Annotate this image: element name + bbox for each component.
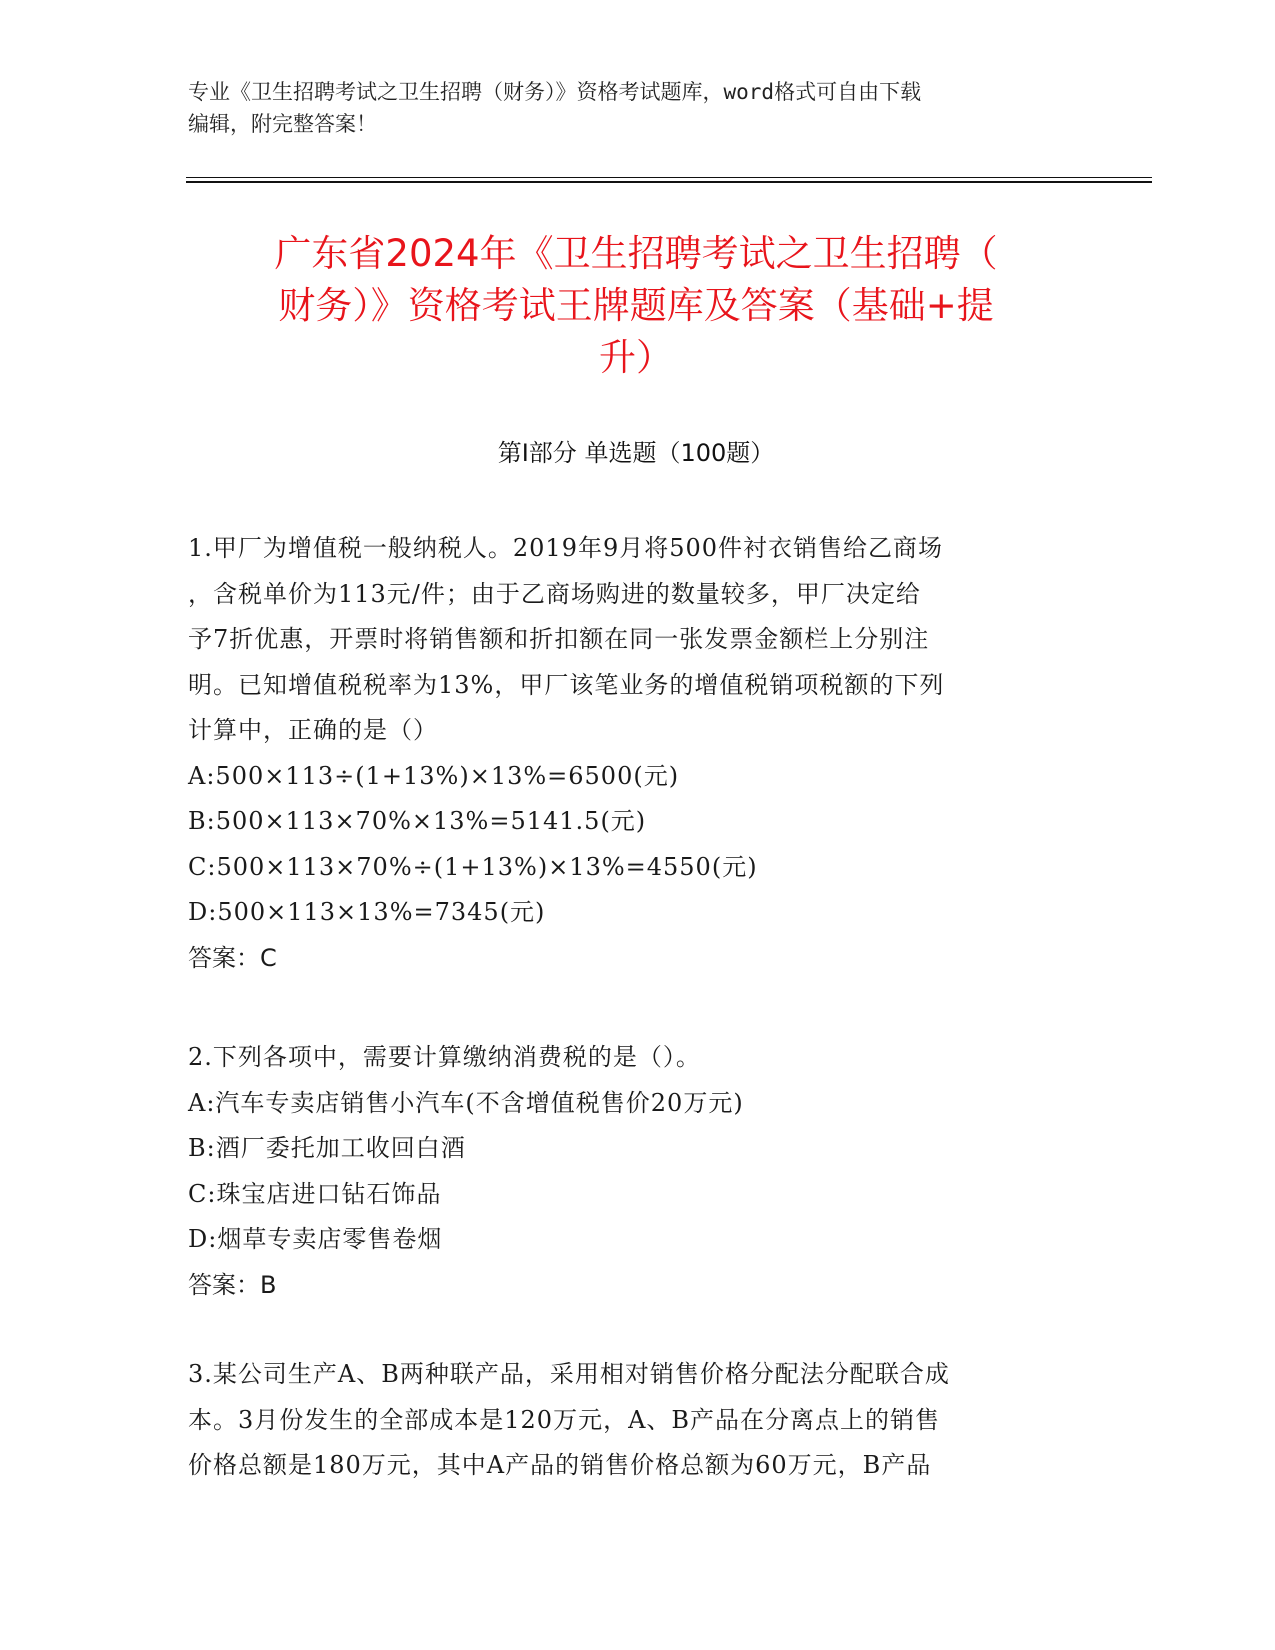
question-2	[188, 1035, 1068, 1308]
document-title	[186, 228, 1086, 384]
option-b: B:500×113×70%×13%=5141.5(元)	[188, 807, 647, 835]
question-stem-line: 3.某公司生产A、B两种联产品，采用相对销售价格分配法分配联合成	[188, 1360, 950, 1388]
header-note-line: 专业《卫生招聘考试之卫生招聘（财务）》资格考试题库，word格式可自由下载	[188, 80, 922, 104]
question-stem-line: 本。3月份发生的全部成本是120万元，A、B产品在分离点上的销售	[188, 1405, 941, 1434]
title-line: 广东省2024年《卫生招聘考试之卫生招聘（	[274, 232, 998, 275]
option-a: A:汽车专卖店销售小汽车(不含增值税售价20万元)	[188, 1088, 744, 1117]
title-line: 财务）》资格考试王牌题库及答案（基础+提	[278, 284, 994, 327]
header-divider-thin	[186, 177, 1152, 178]
option-d: D:烟草专卖店零售卷烟	[188, 1225, 443, 1253]
answer-label: 答案：B	[188, 1270, 277, 1299]
question-stem-line: 计算中，正确的是（）	[188, 716, 438, 744]
answer-label: 答案：C	[188, 943, 277, 972]
header-note-line: 编辑，附完整答案！	[188, 112, 377, 136]
section-title: 第Ⅰ部分 单选题（100题）	[497, 439, 775, 467]
question-1	[188, 526, 1068, 981]
question-stem-line: 予7折优惠，开票时将销售额和折扣额在同一张发票金额栏上分别注	[188, 625, 930, 653]
option-b: B:酒厂委托加工收回白酒	[188, 1134, 466, 1162]
option-c: C:珠宝店进口钻石饰品	[188, 1179, 442, 1208]
header-note	[188, 76, 1088, 140]
question-3	[188, 1352, 1068, 1489]
question-stem-line: 明。已知增值税税率为13%，甲厂该笔业务的增值税销项税额的下列	[188, 670, 945, 699]
header-divider-thick	[186, 181, 1152, 183]
question-stem-line: 1.甲厂为增值税一般纳税人。2019年9月将500件衬衣销售给乙商场	[188, 534, 944, 562]
option-d: D:500×113×13%=7345(元)	[188, 898, 546, 926]
option-a: A:500×113÷(1+13%)×13%=6500(元)	[188, 761, 680, 790]
question-stem-line: ，含税单价为113元/件；由于乙商场购进的数量较多，甲厂决定给	[188, 579, 921, 608]
question-stem-line: 2.下列各项中，需要计算缴纳消费税的是（）。	[188, 1043, 701, 1071]
question-stem-line: 价格总额是180万元，其中A产品的销售价格总额为60万元，B产品	[188, 1451, 932, 1479]
title-line: 升）	[599, 336, 673, 379]
option-c: C:500×113×70%÷(1+13%)×13%=4550(元)	[188, 852, 758, 881]
